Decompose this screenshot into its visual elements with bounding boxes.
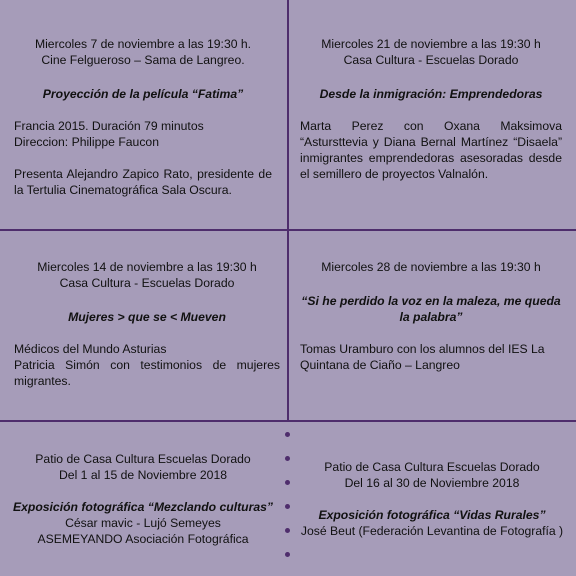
event-card-nov14 — [14, 259, 280, 389]
event-date: Miercoles 7 de noviembre a las 19:30 h. — [34, 37, 252, 51]
exhibit-card-2 — [296, 459, 568, 539]
exhibit-org: ASEMEYANDO Asociación Fotográfica — [37, 532, 249, 546]
event-title: Desde la inmigración: Emprendedoras — [319, 87, 543, 101]
event-detail: Direccion: Philippe Faucon — [14, 135, 159, 149]
event-description: Marta Perez con Oxana Maksimova “Astursttevia y Diana Bernal Martínez “Disaela” inmigrantes emprendedoras asesoradas desde el semillero de proyectos Valnalón. — [300, 119, 562, 181]
divider-dot — [285, 528, 290, 533]
event-detail: Médicos del Mundo Asturias — [14, 342, 167, 356]
event-title: Mujeres > que se < Mueven — [68, 310, 226, 324]
event-place: Casa Cultura - Escuelas Dorado — [343, 53, 519, 67]
event-detail: Patricia Simón con testimonios de mujeres migrantes. — [14, 358, 280, 388]
divider-dot — [285, 480, 290, 485]
exhibit-authors: José Beut (Federación Levantina de Fotografía ) — [300, 524, 564, 538]
exhibit-title: Exposición fotográfica “Mezclando culturas” — [12, 500, 274, 514]
event-place: Cine Felgueroso – Sama de Langreo. — [41, 53, 245, 67]
event-date: Miercoles 14 de noviembre a las 19:30 h — [37, 260, 257, 274]
event-date: Miercoles 21 de noviembre a las 19:30 h — [321, 37, 541, 51]
event-description: Tomas Uramburo con los alumnos del IES La Quintana de Ciaño – Langreo — [300, 342, 545, 372]
event-detail: Francia 2015. Duración 79 minutos — [14, 119, 204, 133]
horizontal-divider-bottom — [0, 420, 576, 422]
divider-dot — [285, 456, 290, 461]
divider-dot — [285, 432, 290, 437]
event-card-nov28 — [300, 259, 562, 373]
exhibit-card-1 — [6, 451, 280, 547]
event-date: Miercoles 28 de noviembre a las 19:30 h — [321, 260, 541, 274]
event-card-nov7 — [14, 36, 272, 198]
event-presenter: Presenta Alejandro Zapico Rato, presidente de la Tertulia Cinematográfica Sala Oscura. — [14, 167, 272, 197]
divider-dot — [285, 552, 290, 557]
event-title: Proyección de la película “Fatima” — [42, 87, 244, 101]
event-title: “Si he perdido la voz en la maleza, me queda la palabra” — [301, 294, 561, 324]
exhibit-title: Exposición fotográfica “Vidas Rurales” — [318, 508, 546, 522]
event-place: Casa Cultura - Escuelas Dorado — [59, 276, 235, 290]
exhibit-place: Patio de Casa Cultura Escuelas Dorado — [324, 460, 540, 474]
exhibit-place: Patio de Casa Cultura Escuelas Dorado — [35, 452, 251, 466]
event-card-nov21 — [300, 36, 562, 182]
vertical-divider — [287, 0, 289, 422]
exhibit-dates: Del 16 al 30 de Noviembre 2018 — [344, 476, 520, 490]
exhibit-authors: César mavic - Lujó Semeyes — [65, 516, 221, 530]
horizontal-divider-top — [0, 229, 576, 231]
divider-dot — [285, 504, 290, 509]
exhibit-dates: Del 1 al 15 de Noviembre 2018 — [58, 468, 228, 482]
